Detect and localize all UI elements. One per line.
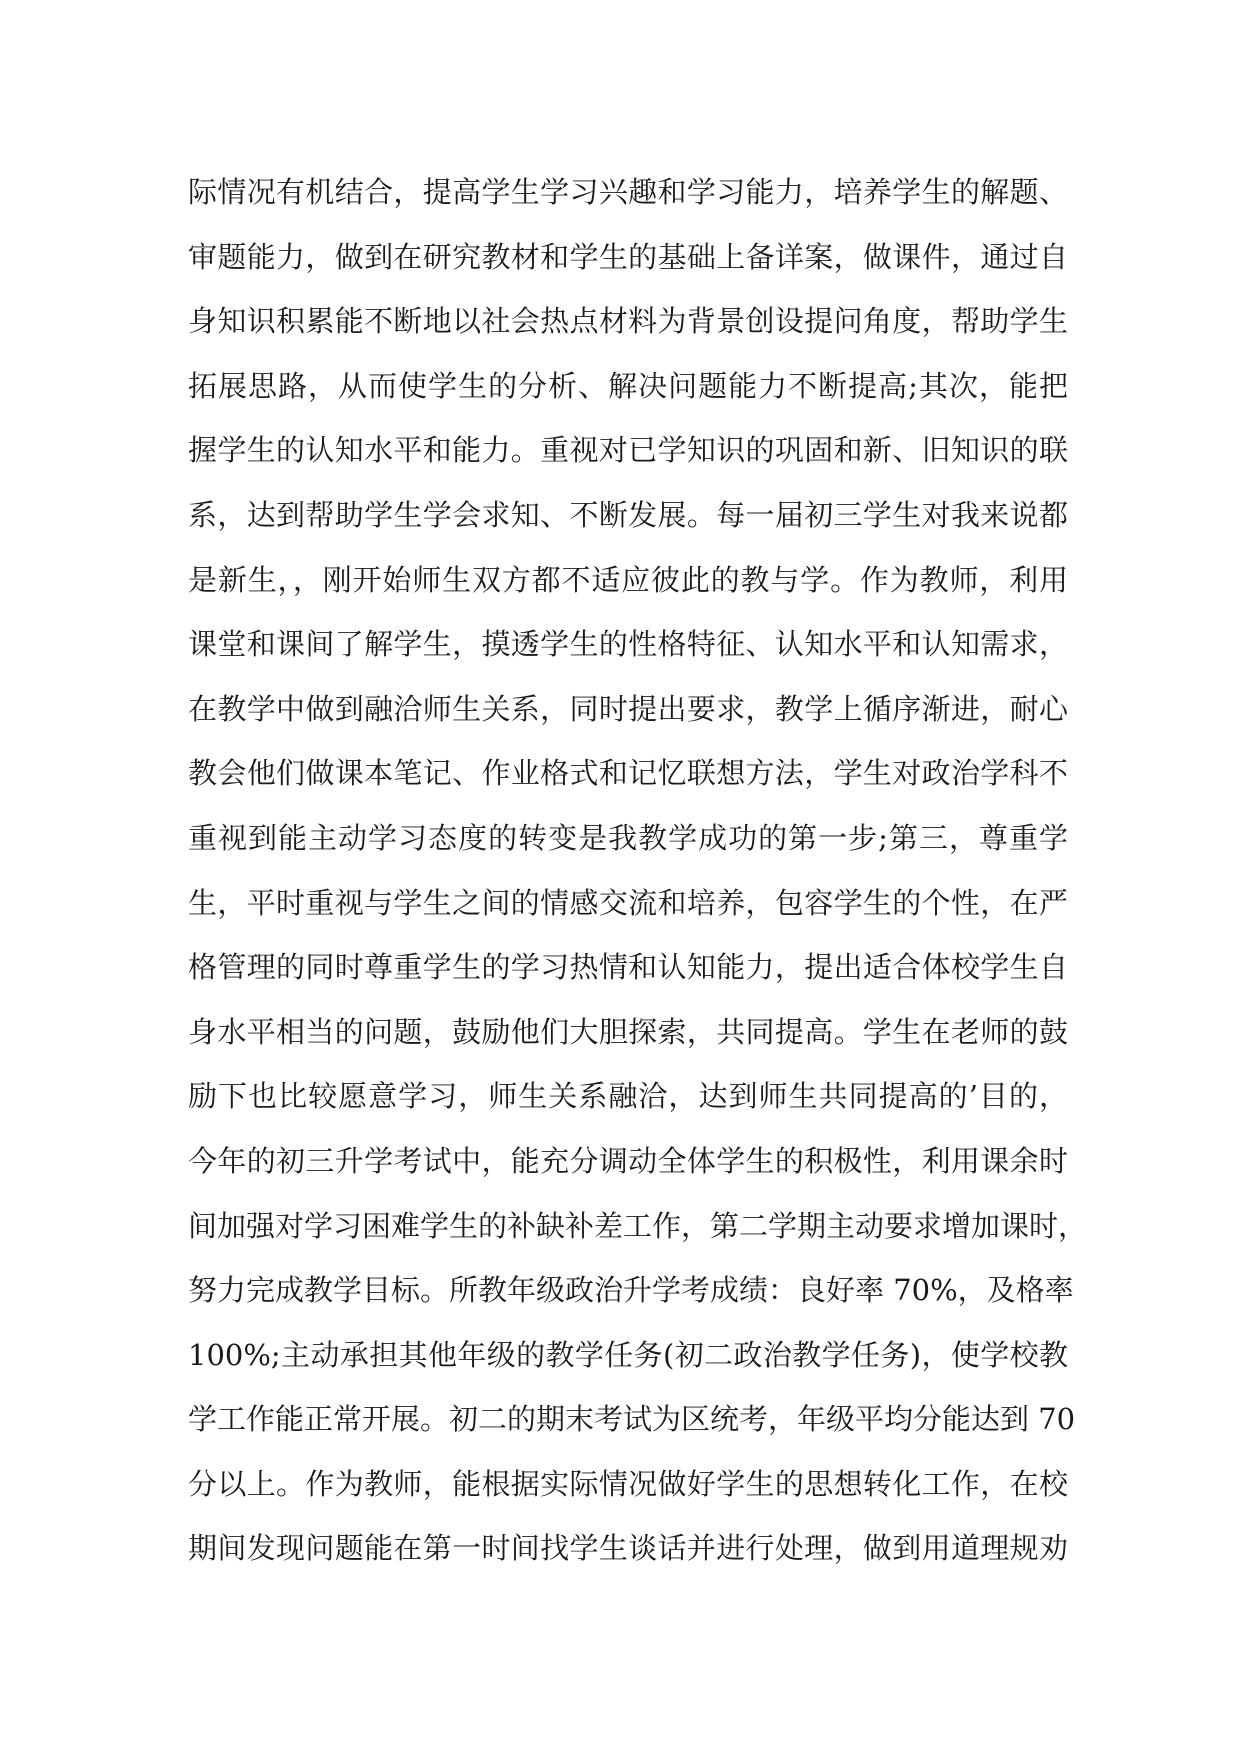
text-line: 学工作能正常开展。初二的期末考试为区统考，年级平均分能达到 70	[188, 1402, 1076, 1437]
text-line: 100%;主动承担其他年级的教学任务(初二政治教学任务)，使学校教	[188, 1337, 1068, 1372]
text-line: 身水平相当的问题，鼓励他们大胆探索，共同提高。学生在老师的鼓	[188, 1014, 1068, 1049]
text-line: 间加强对学习困难学生的补缺补差工作，第二学期主动要求增加课时，	[188, 1208, 1088, 1243]
text-line: 际情况有机结合，提高学生学习兴趣和学习能力，培养学生的解题、	[188, 175, 1068, 209]
text-line: 课堂和课间了解学生，摸透学生的性格特征、认知水平和认知需求，	[188, 627, 1068, 662]
text-line: 分以上。作为教师，能根据实际情况做好学生的思想转化工作，在校	[188, 1466, 1068, 1501]
text-line: 是新生，，刚开始师生双方都不适应彼此的教与学。作为教师，利用	[188, 562, 1068, 597]
text-line: 格管理的同时尊重学生的学习热情和认知能力，提出适合体校学生自	[188, 950, 1068, 985]
text-line: 励下也比较愿意学习，师生关系融洽，达到师生共同提高的’目的，	[188, 1079, 1068, 1114]
document-body	[188, 160, 1088, 1581]
text-line: 期间发现问题能在第一时间找学生谈话并进行处理，做到用道理规劝	[188, 1531, 1068, 1566]
text-line: 今年的初三升学考试中，能充分调动全体学生的积极性，利用课余时	[188, 1143, 1068, 1178]
text-line: 身知识积累能不断地以社会热点材料为背景创设提问角度，帮助学生	[188, 304, 1068, 339]
text-line: 教会他们做课本笔记、作业格式和记忆联想方法，学生对政治学科不	[188, 756, 1068, 791]
text-line: 审题能力，做到在研究教材和学生的基础上备详案，做课件，通过自	[188, 239, 1068, 274]
text-line: 重视到能主动学习态度的转变是我教学成功的第一步;第三，尊重学	[188, 820, 1068, 855]
text-line: 努力完成教学目标。所教年级政治升学考成绩：良好率 70%，及格率	[188, 1273, 1074, 1308]
text-line: 在教学中做到融洽师生关系，同时提出要求，教学上循序渐进，耐心	[188, 691, 1068, 726]
text-line: 系，达到帮助学生学会求知、不断发展。每一届初三学生对我来说都	[188, 497, 1068, 532]
text-line: 生，平时重视与学生之间的情感交流和培养，包容学生的个性，在严	[188, 885, 1068, 920]
text-line: 握学生的认知水平和能力。重视对已学知识的巩固和新、旧知识的联	[188, 433, 1068, 468]
text-line: 拓展思路，从而使学生的分析、解决问题能力不断提高;其次，能把	[188, 368, 1068, 403]
